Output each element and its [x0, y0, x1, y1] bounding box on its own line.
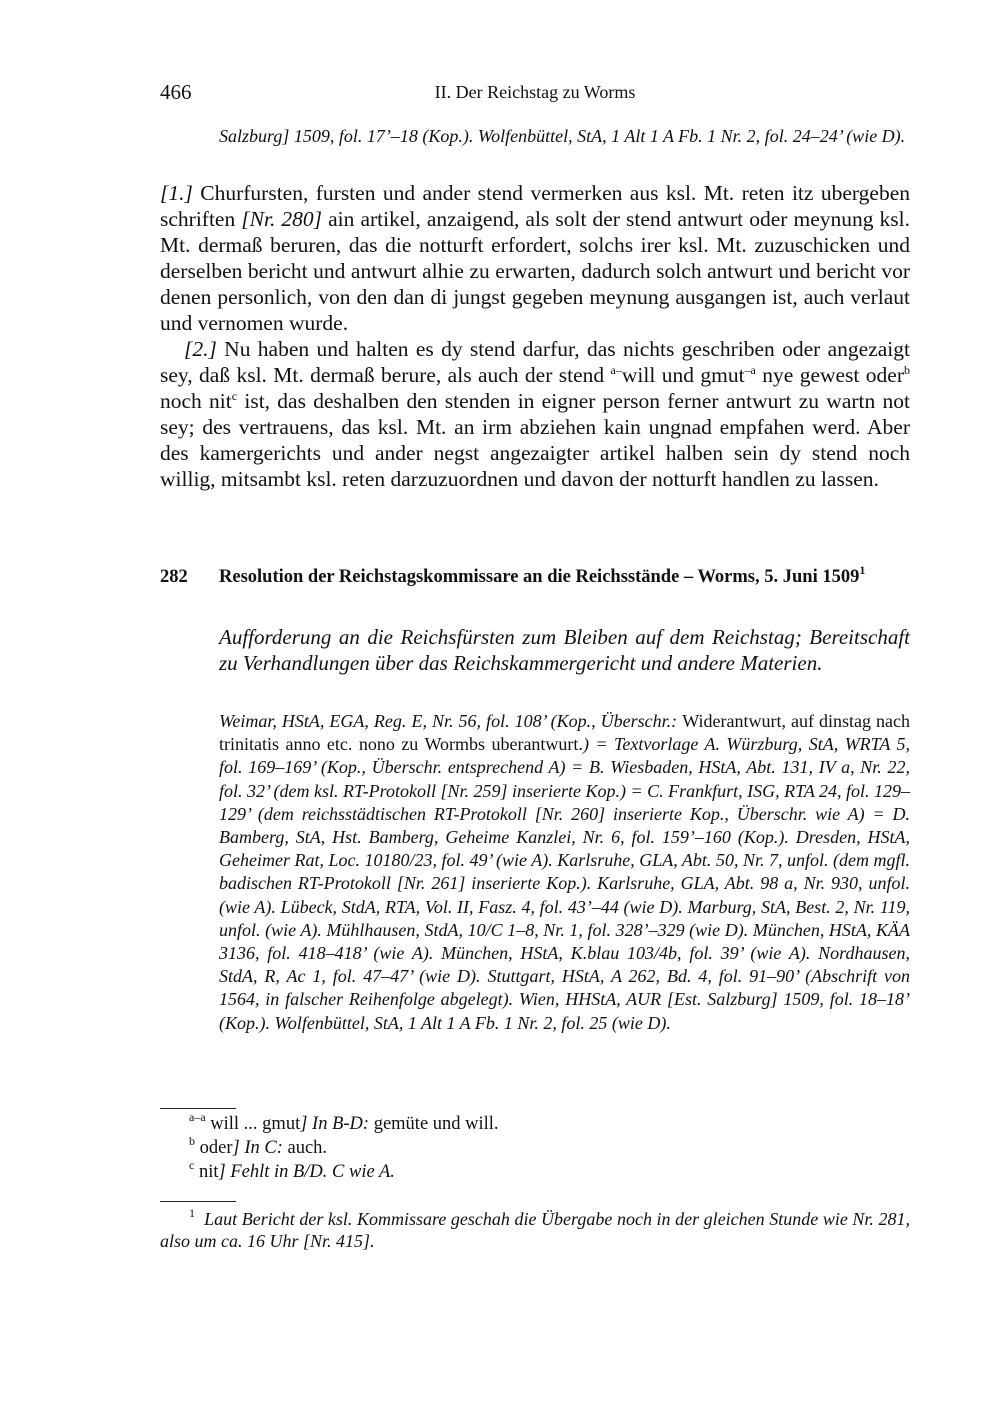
document-summary: Aufforderung an die Reichsfürsten zum Bleiben auf dem Reichstag; Bereitschaft zu Verhandlungen über das Reichskammergericht und andere Materien.: [219, 625, 910, 675]
paragraph-2-marker: [2.]: [184, 337, 217, 361]
paragraph-2: [160, 336, 910, 492]
apparatus-note: [189, 1136, 909, 1160]
source-list-quoted-heading: Widerantwurt, auf dinstag nach trinitatis anno etc. nono zu Wormbs uberantwurt.: [219, 711, 911, 755]
document-title-footnote-mark: 1: [859, 563, 866, 577]
page-header: [160, 80, 910, 110]
apparatus-note: [189, 1160, 909, 1184]
footnote-mark-a-open: a–: [610, 363, 622, 377]
running-title: II. Der Reichstag zu Worms: [434, 82, 636, 102]
text-apparatus: [189, 1112, 909, 1184]
apparatus-note-text: auch.: [282, 1138, 328, 1158]
apparatus-bracket: ]: [300, 1114, 308, 1134]
document-number: 282: [160, 567, 188, 587]
paragraph-2-text-d: noch nit: [160, 389, 232, 413]
source-continuation: Salzburg] 1509, fol. 17’–18 (Kop.). Wolfenbüttel, StA, 1 Alt 1 A Fb. 1 Nr. 2, fol. 24–24’ (wie D).: [219, 126, 906, 146]
paragraph-1-text-a: Churfursten, fursten und ander stend vermerken aus ksl. Mt. reten itz ubergeben schriften: [160, 181, 910, 231]
apparatus-lemma: will ... gmut: [205, 1114, 301, 1134]
footnote-mark-b: b: [904, 363, 910, 377]
footnote-divider: [160, 1201, 236, 1202]
footnote-mark-a-close: –a: [744, 363, 756, 377]
document-title-text: Resolution der Reichstagskommissare an die Reichsstände – Worms, 5. Juni 1509: [219, 567, 860, 587]
footnote-mark-c: c: [231, 389, 238, 403]
paragraph-1-reference: [Nr. 280]: [241, 207, 323, 231]
footnote-1: [160, 1208, 910, 1252]
apparatus-mark: b: [189, 1134, 195, 1148]
footnote-text: Laut Bericht der ksl. Kommissare geschah die Übergabe noch in der gleichen Stunde wie Nr. 281, also um ca. 16 Uhr [Nr. 415].: [160, 1209, 910, 1251]
paragraph-2-text-b: will und gmut: [621, 363, 745, 387]
paragraph-1-marker: [1.]: [160, 181, 193, 205]
paragraph-2-text-e: ist, das deshalben den stenden in eigner person ferner antwurt zu wartn not sey; des vertrauens, das ksl. Mt. an irm abziehen kain ungnad empfahen werd. Aber des kamergerichts und ander negst angezaigter artikel halben sein dy stend noch willig, mitsambt ksl. reten darzuzuordnen und davon der notturft handlen zu lassen.: [160, 389, 910, 491]
apparatus-mark: a–a: [189, 1110, 206, 1124]
apparatus-note: [189, 1112, 909, 1136]
apparatus-divider: [160, 1108, 236, 1109]
source-list-part-c: ) = Textvorlage A. Würzburg, StA, WRTA 5, fol. 169–169’ (Kop., Überschr. entsprechend A) = B. Wiesbaden, HStA, Abt. 131, IV a, Nr. 22, fol. 32’ (dem ksl. RT-Protokoll [Nr. 259] inserierte Kop.) = C. Frankfurt, ISG, RTA 24, fol. 129–129’ (dem reichsstädtischen RT-Protokoll [Nr. 260] inserierte Kop., Überschr. wie A) = D. Bamberg, StA, Hst. Bamberg, Geheime Kanzlei, Nr. 6, fol. 159’–160 (Kop.). Dresden, HStA, Geheimer Rat, Loc. 10180/23, fol. 49’ (wie A). Karlsruhe, GLA, Abt. 50, Nr. 7, unfol. (dem mgfl. badischen RT-Protokoll [Nr. 261] inserierte Kop.). Karlsruhe, GLA, Abt. 98 a, Nr. 930, unfol. (wie A). Lübeck, StdA, RTA, Vol. II, Fasz. 4, fol. 43’–44 (wie D). Marburg, StA, Best. 2, Nr. 119, unfol. (wie A). Mühlhausen, StdA, 10/C 1–8, Nr. 1, fol. 328’–329 (wie D). München, HStA, KÄA 3136, fol. 418–418’ (wie A). München, HStA, K.blau 103/4b, fol. 39’ (wie A). Nordhausen, StdA, R, Ac 1, fol. 47–47’ (wie D). Stuttgart, HStA, A 262, Bd. 4, fol. 91–90’ (Abschrift von 1564, in falscher Reihenfolge abgelegt). Wien, HHStA, AUR [Est. Salzburg] 1509, fol. 18–18’ (Kop.). Wolfenbüttel, StA, 1 Alt 1 A Fb. 1 Nr. 2, fol. 25 (wie D).: [219, 734, 910, 1033]
apparatus-note-italic: In B-D:: [307, 1114, 370, 1134]
main-text: [160, 180, 910, 492]
footnote-number: 1: [189, 1206, 195, 1220]
apparatus-note-italic: Fehlt in B/D. C wie A.: [225, 1162, 395, 1182]
paragraph-2-text-c: nye gewest oder: [755, 363, 904, 387]
apparatus-lemma: nit: [194, 1162, 219, 1182]
paragraph-2-text-a: Nu haben und halten es dy stend darfur, das nichts geschriben oder angezaigt sey, daß ksl. Mt. dermaß berure, als auch der stend: [160, 337, 910, 387]
footnote: [160, 1208, 910, 1252]
paragraph-1: [160, 180, 910, 336]
apparatus-mark: c: [189, 1158, 195, 1172]
apparatus-bracket: ]: [232, 1138, 240, 1158]
document-title: [219, 563, 910, 588]
source-list: [219, 710, 910, 1035]
apparatus-bracket: ]: [218, 1162, 226, 1182]
paragraph-1-text-b: ain artikel, anzaigend, als solt der stend antwurt oder meynung ksl. Mt. dermaß beruren, das die notturft erfordert, solchs irer ksl. Mt. zuzuschicken und derselben bericht und antwurt alhie zu erwarten, dadurch solch antwurt und bericht vor denen personlich, von den dan di jungst gegeben meynung ausgangen ist, auch verlaut und vernomen wurde.: [160, 207, 911, 335]
source-list-part-a: Weimar, HStA, EGA, Reg. E, Nr. 56, fol. 108’ (Kop., Überschr.:: [219, 711, 683, 731]
apparatus-note-italic: In C:: [239, 1138, 283, 1158]
apparatus-lemma: oder: [195, 1138, 233, 1158]
page-number: 466: [160, 80, 192, 104]
apparatus-note-text: gemüte und will.: [369, 1114, 499, 1134]
